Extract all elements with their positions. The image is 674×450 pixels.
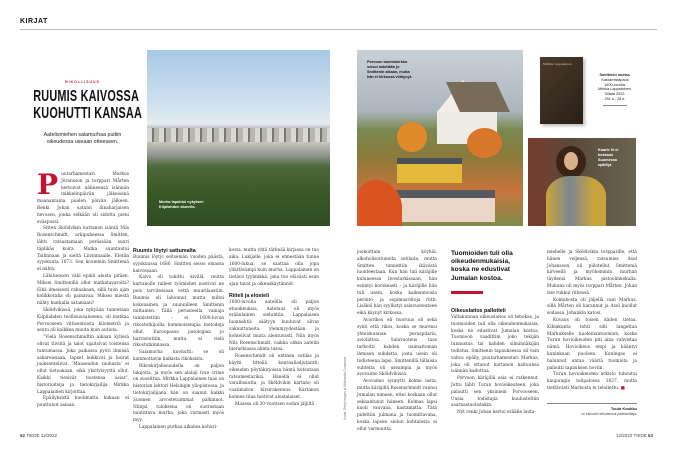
- title-line: RUUMIS KAIVOSSA: [33, 88, 140, 105]
- header-rule-right: [337, 29, 657, 30]
- paragraph: Valtakunnan oikeuslaitos oli tehokas, ja tuomioiden tuli olla oikeudenmukaisia, koska ne edustivat Jumalan kostoa. Tuomioon vaadittiin joko tekijän tunnustus tai kahden silminnäkijän todistus. Smittenin tapauksessa oli vain vahva epäily, puutarhamestari Markus, joka oli ottanut kartanon haltuunsa isännän kadottua.: [451, 315, 539, 375]
- paragraph: joukoittain köyhiä, alkoholisoituneita sotilaita, mutta Smitten tunnettiin ikävästä luonteestaan. Kun hän tuli käräjille kuluneessa livestarkissaan, hän esiintyi korskeasti – ja käräjille hän tuli usein, koska kaikenmoisia perintö- ja sopimusriitoja riitti. Lisäksi hän syyllistyi salavuoteuteen eikä käynyt kirkossa.: [357, 250, 437, 317]
- photo-caption: Murha tapahtui nykyisen Kilpilahden alueella.: [159, 200, 204, 209]
- subheading: Ruumis löytyi sattumalta: [133, 248, 196, 254]
- body-column-2: [133, 248, 224, 432]
- paragraph: Porvoon käräjillä asia ei ratkennut. Juttu lähti Turun hovioikeuteen, joka palautti sen yksiniein Porvooseen. Uusia todistajia kuulusteltiin saarnastuolistakin.: [451, 376, 539, 409]
- photo-credit: Kuvat: Getty Images ja Wikimedia Commons: [343, 356, 347, 420]
- section-label: KIRJAT: [20, 18, 48, 25]
- kicker: RIKOLLISUUS: [65, 80, 100, 84]
- paragraph: Rosenschmidt oli entinen sotilas ja käytti titteliä kenraaliadjutantti; oikeuden pöytäkirjoissa häntä kutsutaan ratsumestariksi. Hänellä ei ollut varallisuutta, ja Sköldvikin kartano oli vaatimaton hirsirakennus. Kartanon kolmea tilaa hoitivat alustalaiset.: [229, 354, 319, 400]
- pull-quote: Tuomioiden tuli olla oikeudenmukaisia, koska ne edustivat Jumalan kostoa.: [451, 250, 513, 282]
- pink-house: [389, 190, 495, 222]
- dropcap: P: [37, 168, 59, 201]
- book-detail: 251 s., 28 e.: [604, 96, 626, 101]
- book-detail: 1600-luvulta.: [604, 82, 626, 87]
- autumn-tree: [397, 122, 427, 152]
- issue: 12/2022: [40, 433, 57, 438]
- portrait-armor: [546, 176, 606, 226]
- body-column-5: [451, 308, 539, 417]
- author-bio: on elokuviin erikoistunut päätoimittaja.: [581, 412, 637, 416]
- paragraph: Epäilyksistä huolimatta kukaan ei puuttunut asiaan.: [37, 396, 129, 409]
- book-info: [588, 73, 642, 106]
- paragraph: 1600-luvulla aatelilla oli paljon etuoikeuksia. Aateluus oli myös eräänlainen sieluntila. Lappalaisen luonnehtii: säätyyn kuuluvat olivat vakuuttuneita ylemmyydestään ja kohtelivat muita alentuvasti. Niin myös Nils Rosenschmidt, vaikka olikin aatelin hierarkiassa alinta tasoa.: [229, 299, 319, 353]
- header-rule-left: [20, 29, 337, 30]
- paragraph: ”Vielä Rosenschmidtin aikaan kylissä olivat tiiviitä ja talot sijaitsivat toistensa tuntumassa. Joka paikassa pyöri ihmisiä askareissaan, lapset leikkivät ja koirat juoksentelivat. ’Maaseudun rauhasta’ ei ollut tietoakaan, eikä yksityisyyttä ollut. Kaikki tiesivät toistensa asiat”, historioitsija ja tietokirjailija Mirkka Lappalainen kirjoittaa.: [37, 335, 129, 395]
- book-detail: Mirkka Lappalainen.: [598, 87, 632, 92]
- paragraph: Aviorikos eli huoruus oli sekä synti että rikos, koska se murensi yhteiskunnan peruspilaria, avioliittoa. Salavuoteus taas tarkoitti kahden naimattoman ihmisen suhdetta, josta usein oli todisteena lapsi. Smittenillä tällaisia suhteita oli useampia ja myös avovaimo Sköldvikissä.: [357, 317, 437, 378]
- porvoo-cathedral-photo: [357, 50, 523, 226]
- paragraph: Nyt renki Johan kertoi eräälle lauta-: [457, 410, 536, 416]
- paragraph: Turun hovioikeuden arkisto tuhoutui kaupungin tulipalossa 1827, mutta tiettävästi Markusta ei teloitettu.: [547, 372, 637, 391]
- footer-right: [616, 433, 653, 438]
- page-number: 63: [647, 433, 653, 438]
- paragraph: Avovaimo synnytti kolme lasta, mutta käräjillä Rosenschmidt vannoi Jumalan nimeen, ettei koskaan ollut sekaantunut häneen. Kolmas lapsi kuoli vauvana, kastamatta. Tätä pidettiin julmana ja tuomittavana, koska lapsen sielun kohtalosta ei ollut varmuutta.: [357, 379, 437, 432]
- subheading: Riiteli ja elosteli: [229, 292, 270, 299]
- body-column-4: [357, 250, 437, 434]
- yellow-house: [397, 158, 462, 183]
- paragraph: Ruumis löytyi seitsemän vuoden päästä, syyskuussa 1680. Smitten seisoi omassa kaivossaan.: [133, 255, 224, 274]
- paragraph: Kolmikosta oli jäljellä vain Markus, sillä Mårten oli karannut ja Axel kuollut sodassa. Johankin katosi.: [547, 297, 637, 317]
- paragraph: uutarhamestari Markus Jöransson ja torppari Mårten kertoivat nähneensä isännän mikkelinpäivän jälkeisenä maanantaina puolen päivän jälkeen. Renki Johan satuloi liinaharjaisen hevosen, jonka selkään oli sidottu pieni eväspussi.: [37, 172, 129, 225]
- body-column-3: [229, 248, 319, 409]
- subheading: Oikeuslaitos pallotteli: [451, 308, 506, 314]
- paragraph: miehelle ja Sköldvikin torpparille, että hänen veljensä, ratsumies Axel Johansson, oli piilotellut Smitteniä kirveellä ja myöhemmin murhan täydensi Markus pistoolinkekalla. Mukana oli myös torppari Mårten. Johan itse rukkui riihessä.: [547, 250, 637, 296]
- body-column-1: [37, 168, 129, 410]
- book-cover: [540, 57, 583, 124]
- divider: [603, 105, 627, 106]
- author-name: Tuula Koukku: [610, 406, 637, 411]
- paragraph: Salamurha kuohutti: se oli kammottavin kaikista rikoksista.: [133, 350, 224, 362]
- magazine-name: TIEDE: [26, 433, 40, 438]
- paragraph: kosta, mutta yhtä tärkeää kirjassa on tuo aika. Lukijalle, joka ei ennestään tunne 1600-lukua, se saattaa olla jopa yllättävämpi kuin murha. Lappalainen on tietävä tyylinikkä, joka tuo elävästi esiin ajan tavat ja oikeuskäytännöt.: [229, 248, 319, 287]
- body-column-6: [547, 250, 637, 393]
- paragraph: Kuvaus oli toisen käden tietoa. Kihlakunta tohti silti langettaa Markukselle kuolemantuomion, koska Turun hovioikeuden piti aina vahvistaa nämä. Hovioikeus empi ja kääntyi kuninkaan puoleen. Kuningas ei halunnut antaa vääriä tuomiota ja palautti tapauksen hoviin.: [547, 317, 637, 371]
- end-mark-icon: ■: [620, 385, 625, 391]
- book-title: Smittenin murha.: [599, 73, 631, 77]
- footer-left: [20, 433, 57, 438]
- red-tree: [357, 180, 402, 226]
- paragraph: Sköldvikissä, joka nykyään tunnetaan Kilpilahden teollisuusalueena, oli matkaa Porvooseen viitisentoista kilometriä ja seutu oli kaikkea muuta kuin autiota.: [37, 307, 129, 334]
- paragraph: Sitten Sköldvikin kartanon isäntä Nils Rosenschmidt, arkipuheessa Smitten, lähti ratsastamaan perässään suuri täplikäs koira. Matka suuntautui Tallinnaan ja sieltä Liivinmaalle. Eletiin syyskuuta 1673. Sen koommin Smitteniä ei nähty.: [37, 226, 129, 273]
- photo-caption: Porvoon tuomiokirkko seisoi mäellään jo Smittenin aikaan, mutta hän ei kirkossa viihtynyt.: [367, 60, 413, 79]
- autumn-tree: [467, 128, 502, 158]
- signature-rule: [547, 403, 637, 404]
- book-cover-author: Mirkka Lappalainen: [543, 62, 572, 66]
- book-detail: Siltala 2022.: [604, 92, 626, 97]
- industrial-area-photo: [147, 50, 330, 226]
- paragraph: Kaivo oli tukittu kivillä, mutta kartanolle tulleet työmiehet nostivat ne pois tarvitessaan vettä muurilaastiin. Ruumis oli lahonnut mutta miltei kokonainen ja suunnilleen Smittenin mittainen. Tällä perusteella vainaja tunnistettiin – ei 1600-luvun rikostutkijoilla kummoisempia metodeja ollut. Euroopassa patologiaa jo harrastettiin, mutta ei vielä rikostutkinnassa.: [133, 275, 224, 349]
- issue: 12/2022: [616, 433, 633, 438]
- deck: Aatelismiehen salamurhaa puitiin oikeudessa useaan otteeseen.: [43, 132, 122, 145]
- paragraph: Maassa oli 30-vuotisen sodan jäljiltä: [235, 401, 315, 407]
- karl-xi-portrait: [528, 138, 636, 226]
- magazine-name: TIEDE: [633, 433, 647, 438]
- portrait-face: [564, 152, 578, 170]
- paragraph: Rikoskirjallisuudella on paljon lukijoita, ja myös sen alalaji true crime on suosittua. Mirkka Lappalainen taas on historian lehtori Helsingin yliopistossa, ja tietokirjailijana hän on saanut kaikki Suomen arvostetuimmat palkinnot. Niinpä tuloksena on suorastaan nautittava murha, joka varmasti myös myy.: [133, 363, 224, 424]
- article-title: [33, 88, 143, 122]
- refinery-structures: [147, 128, 330, 142]
- accent-bar: [451, 291, 483, 294]
- book-detail: Katoamistapaus: [601, 77, 629, 82]
- paragraph: Lähitienoon väki epäili alusta pitäen. Miksei Smittenillä ollut matkatavaroita? Eikä ilmeisesti rahaakaan, sillä tuon ajan kolikkoraha oli painavaa. Miksei miestä nähty matkalla satamaan?: [37, 273, 129, 307]
- page-number: 62: [20, 433, 26, 438]
- paragraph: Lappalainen purkaa alkansa kohuri-: [139, 424, 218, 430]
- portrait-caption: Kaarle XI ei koskaan Suomessa epäillyt.: [598, 148, 619, 167]
- title-line: KUOHUTTI KANSAA: [33, 105, 143, 122]
